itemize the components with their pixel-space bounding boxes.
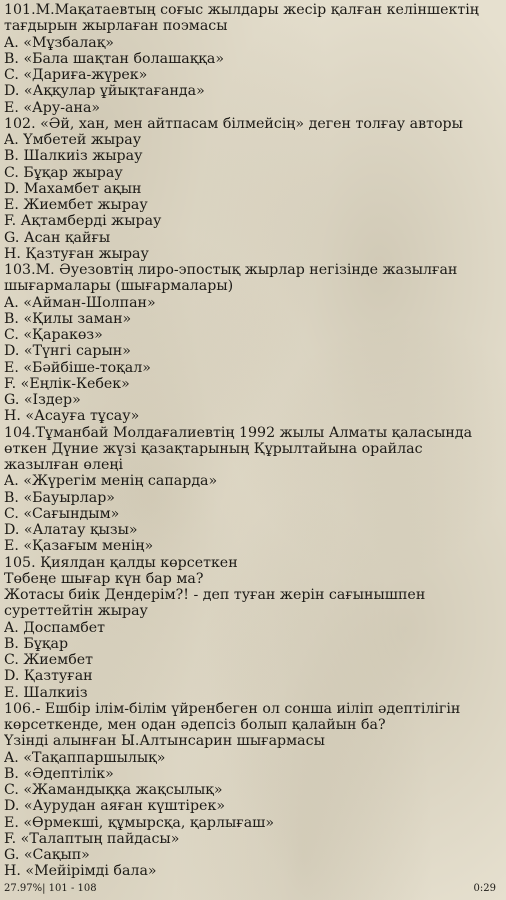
text-line: A. «Тақаппаршылық»: [4, 749, 166, 766]
text-line: C. «Қаракөз»: [4, 327, 103, 343]
text-line: E. «Ару-ана»: [4, 99, 101, 116]
text-line: 104.Тұманбай Молдағалиевтің 1992 жылы Алматы қаласында: [4, 424, 473, 441]
text-line: D. Қазтуған: [4, 668, 93, 685]
text-line: C. Жиембет: [4, 652, 93, 668]
text-line: G. «Сақып»: [4, 847, 90, 863]
text-line: A. «Мұзбалақ»: [4, 34, 114, 51]
text-line: E. «Қазағым менің»: [4, 538, 154, 555]
text-line: B. «Әдептілік»: [4, 765, 114, 782]
reader-status-bar: [4, 882, 496, 896]
clock: 0:29: [473, 883, 496, 894]
text-line: B. «Қилы заман»: [4, 310, 132, 327]
text-line: B. «Бала шақтан болашаққа»: [4, 50, 225, 67]
text-line: Төбеңе шығар күн бар ма?: [4, 570, 204, 587]
text-line: C. «Жамандыққа жақсылық»: [4, 782, 223, 798]
text-line: 101.М.Мақатаевтың соғыс жылдары жесір қалған келіншектің: [4, 2, 479, 18]
text-line: B. Шалкиіз жырау: [4, 148, 143, 165]
text-line: C. «Дариға-жүрек»: [4, 67, 148, 83]
text-line: G. «Іздер»: [4, 392, 81, 408]
text-line: D. Махамбет ақын: [4, 180, 142, 197]
text-line: жазылған өлеңі: [4, 457, 123, 473]
text-line: H. «Мейірімді бала»: [4, 863, 157, 880]
text-line: E. «Бәйбіше-тоқал»: [4, 359, 151, 376]
text-line: D. «Алатау қызы»: [4, 522, 138, 538]
reading-progress: 27.97%| 101 - 108: [4, 883, 97, 894]
page-text: [4, 2, 504, 880]
text-line: көрсеткенде, мен одан әдепсіз болып қалайын ба?: [4, 717, 386, 733]
text-line: F. «Талаптың пайдасы»: [4, 830, 180, 847]
text-line: A. «Жүрегім менің сапарда»: [4, 473, 218, 490]
text-line: D. «Аққулар ұйықтағанда»: [4, 83, 205, 100]
text-line: F. «Еңлік-Кебек»: [4, 375, 130, 392]
text-line: C. «Сағындым»: [4, 505, 120, 522]
text-line: суреттейтін жырау: [4, 603, 148, 620]
text-line: 105. Қиялдан қалды көрсеткен: [4, 554, 238, 571]
text-line: E. Жиембет жырау: [4, 197, 148, 213]
text-line: E. «Өрмекші, құмырсқа, қарлығаш»: [4, 814, 275, 831]
text-line: өткен Дүние жүзі қазақтарының Құрылтайына орайлас: [4, 440, 423, 457]
text-line: F. Ақтамберді жырау: [4, 213, 162, 230]
text-line: B. «Бауырлар»: [4, 489, 115, 506]
text-line: шығармалары (шығармалары): [4, 278, 234, 295]
text-line: G. Асан қайғы: [4, 229, 111, 246]
text-line: 106.- Ешбір ілім-білім үйренбеген ол соншa иіліп әдептілігін: [4, 700, 461, 717]
text-line: A. Доспамбет: [4, 619, 106, 636]
text-line: Жотасы биік Дендерім?! - деп туған жерін сағынышпен: [4, 587, 426, 603]
text-line: H. «Асауға тұсау»: [4, 408, 140, 425]
text-line: A. «Айман-Шолпан»: [4, 294, 156, 311]
text-line: Үзінді алынған Ы.Алтынсарин шығармасы: [4, 733, 325, 750]
text-line: B. Бұқар: [4, 635, 69, 652]
text-line: 102. «Әй, хан, мен айтпасам білмейсің» деген толғау авторы: [4, 115, 463, 132]
text-line: A. Үмбетей жырау: [4, 132, 142, 148]
text-line: D. «Түнгі сарын»: [4, 343, 131, 360]
text-line: H. Қазтуған жырау: [4, 245, 149, 262]
text-line: тағдырын жырлаған поэмасы: [4, 18, 228, 35]
text-line: E. Шалкиіз: [4, 684, 88, 701]
text-line: 103.М. Әуезовтің лиро-эпостық жырлар негізінде жазылған: [4, 262, 458, 278]
text-line: C. Бұқар жырау: [4, 164, 123, 181]
text-line: D. «Аурудан аяған күштірек»: [4, 798, 225, 815]
